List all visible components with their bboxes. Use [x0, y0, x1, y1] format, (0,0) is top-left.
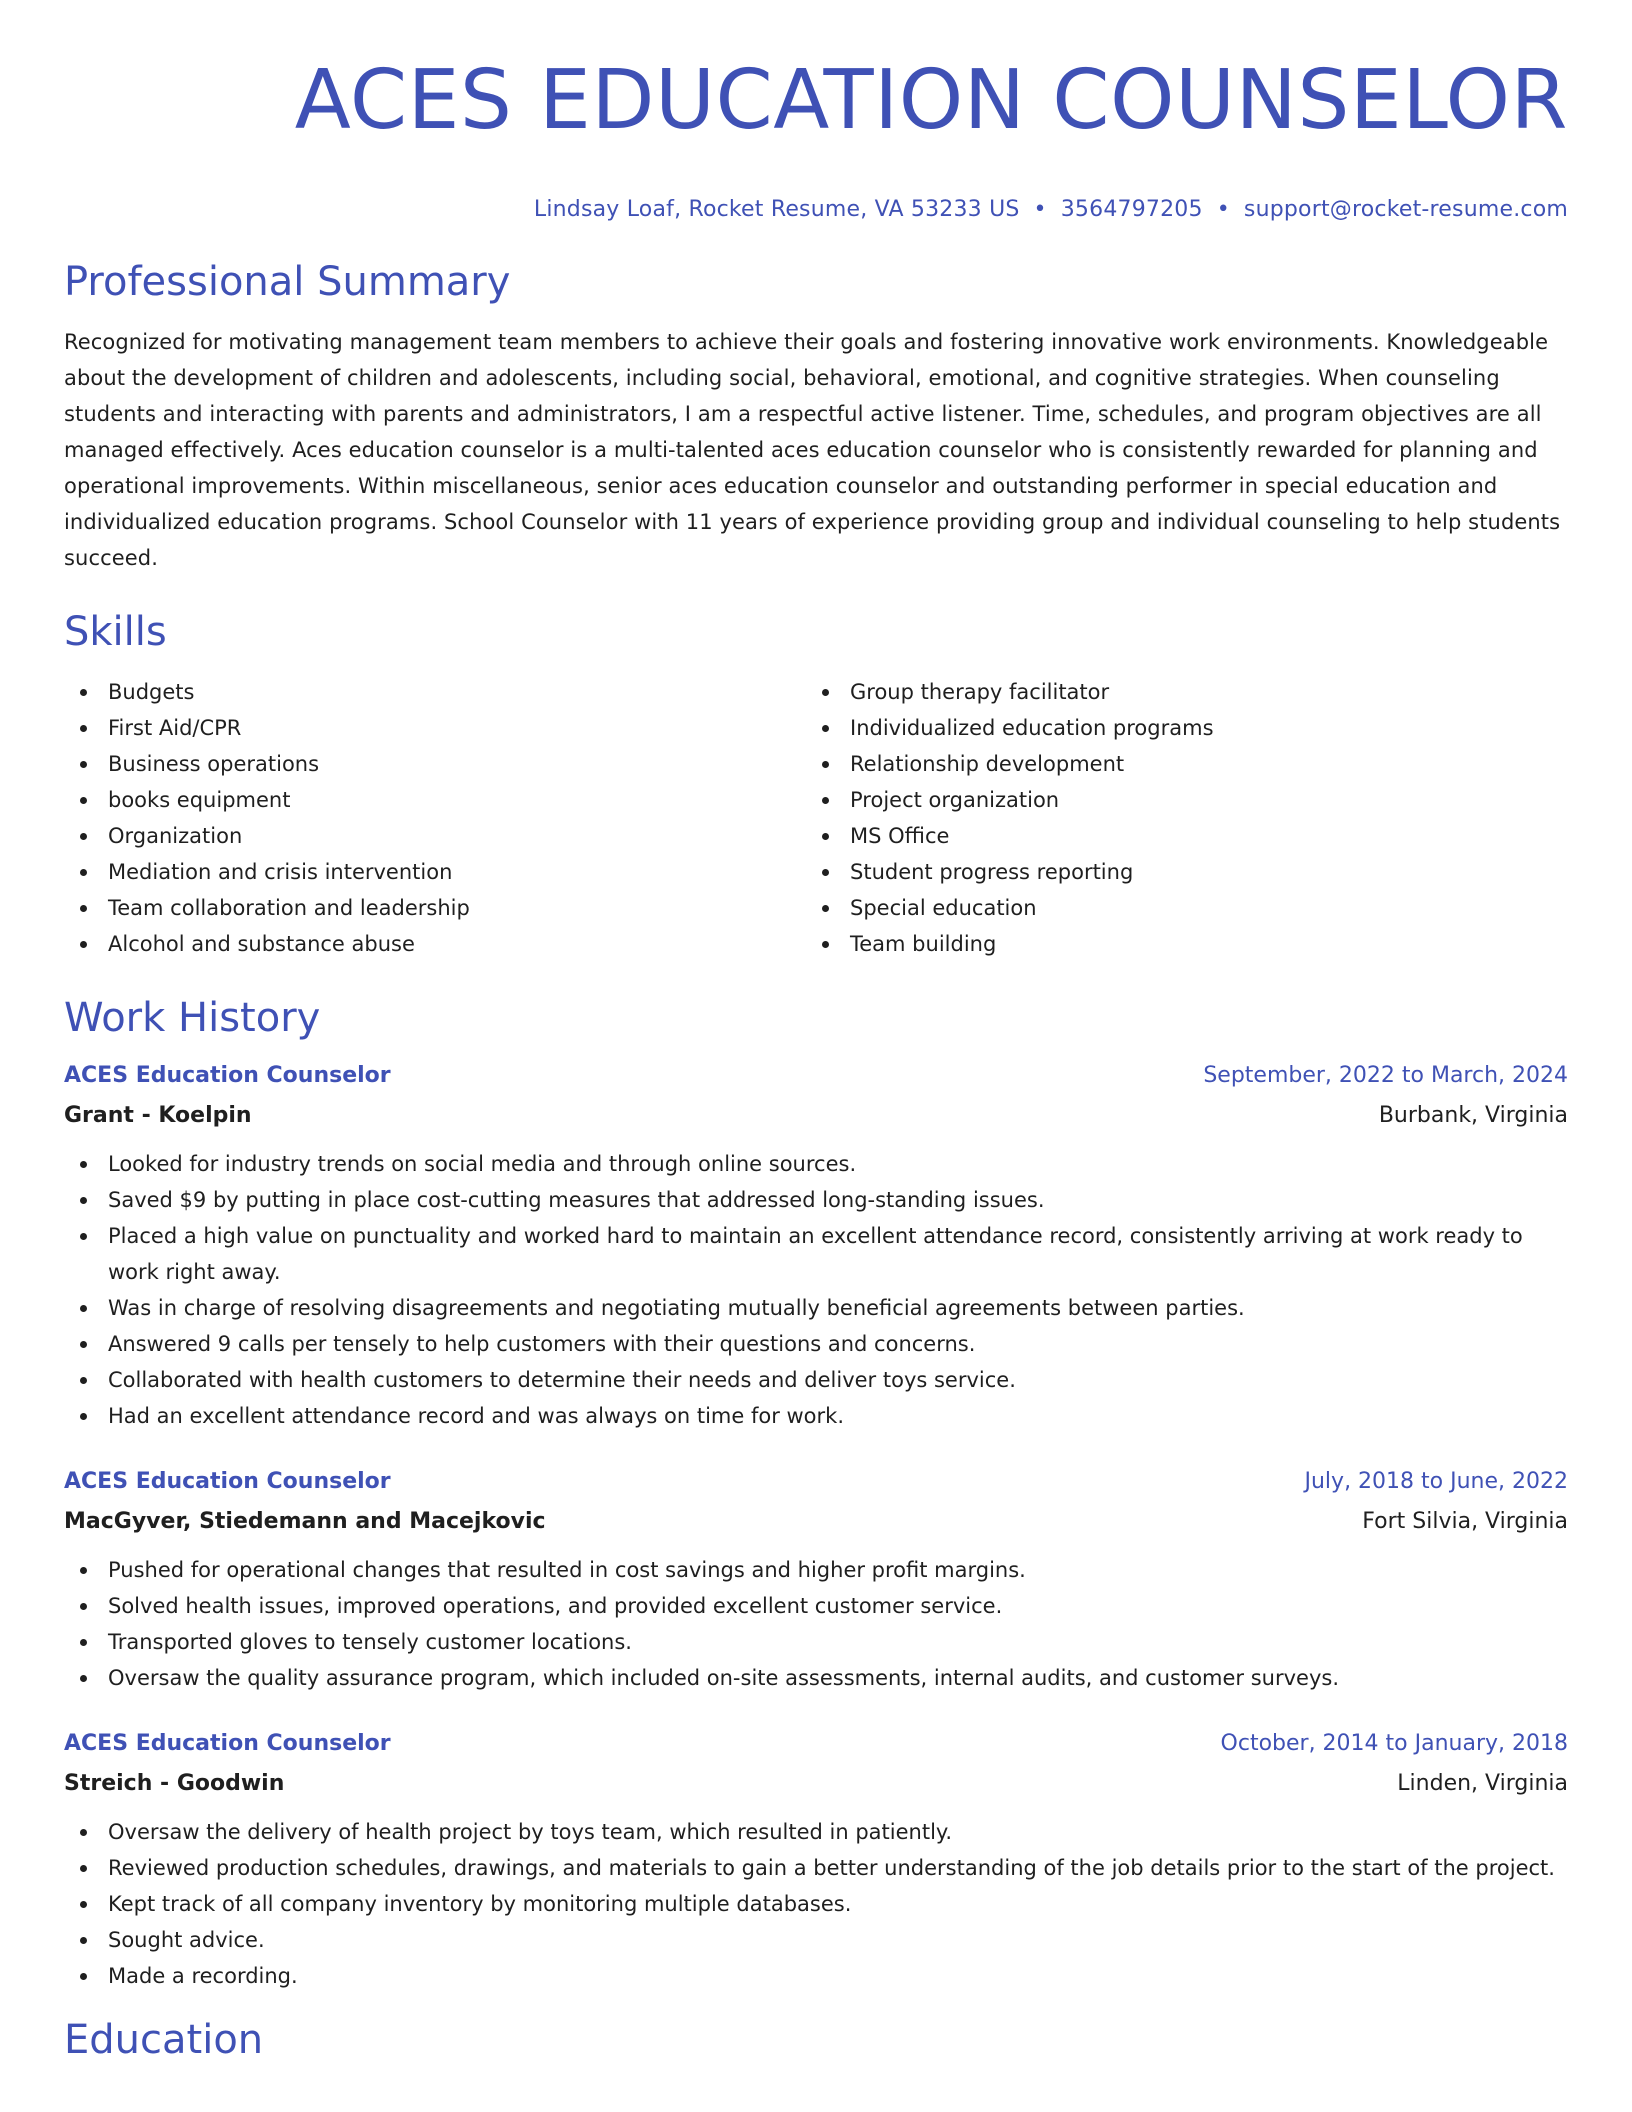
job-company-row	[64, 1768, 1568, 1800]
skill-item: Business operations	[64, 746, 806, 782]
job-bullet: Had an excellent attendance record and was always on time for work.	[64, 1398, 1568, 1434]
job-location: Fort Silvia, Virginia	[1362, 1508, 1568, 1534]
resume-page	[64, 0, 1568, 2063]
summary-text: Recognized for motivating management team members to achieve their goals and fostering innovative work environments. Knowledgeable about the development of children and adolescents, including social, behavioral, emotional, and cognitive strategies. When counseling students and interacting with parents and administrators, I am a respectful active listener. Time, schedules, and program objectives are all managed effectively. Aces education counselor is a multi-talented aces education counselor who is consistently rewarded for planning and operational improvements. Within miscellaneous, senior aces education counselor and outstanding performer in special education and individualized education programs. School Counselor with 11 years of experience providing group and individual counseling to help students succeed.	[64, 329, 1561, 570]
job-location: Linden, Virginia	[1397, 1770, 1568, 1796]
job-header-row	[64, 1466, 1568, 1498]
job-title: ACES Education Counselor	[64, 1730, 391, 1756]
job-bullet: Collaborated with health customers to determine their needs and deliver toys service.	[64, 1362, 1568, 1398]
job-company: MacGyver, Stiedemann and Macejkovic	[64, 1508, 546, 1534]
job-entry	[64, 1060, 1568, 1434]
job-bullets	[64, 1146, 1568, 1434]
skill-item: Individualized education programs	[806, 710, 1548, 746]
job-title: ACES Education Counselor	[64, 1062, 391, 1088]
skill-item: Group therapy facilitator	[806, 674, 1548, 710]
skill-item: books equipment	[64, 782, 806, 818]
job-header-row	[64, 1728, 1568, 1760]
skill-item: Mediation and crisis intervention	[64, 854, 806, 890]
job-dates: July, 2018 to June, 2022	[1304, 1468, 1568, 1494]
work-history-heading: Work History	[64, 994, 321, 1041]
job-title: ACES Education Counselor	[64, 1468, 391, 1494]
job-bullet: Oversaw the delivery of health project by toys team, which resulted in patiently.	[64, 1814, 1568, 1850]
contact-line	[64, 197, 1568, 222]
contact-email: support@rocket-resume.com	[1243, 196, 1568, 222]
job-dates: October, 2014 to January, 2018	[1220, 1730, 1568, 1756]
skill-item: Alcohol and substance abuse	[64, 926, 806, 962]
job-dates: September, 2022 to March, 2024	[1203, 1062, 1568, 1088]
contact-phone: 3564797205	[1060, 196, 1203, 222]
job-bullet: Sought advice.	[64, 1922, 1568, 1958]
skill-item: Student progress reporting	[806, 854, 1548, 890]
skill-item: First Aid/CPR	[64, 710, 806, 746]
job-bullet: Made a recording.	[64, 1958, 1568, 1994]
education-heading: Education	[64, 2016, 264, 2063]
job-bullet: Saved $9 by putting in place cost-cutting measures that addressed long-standing issues.	[64, 1182, 1568, 1218]
summary-heading: Professional Summary	[64, 258, 511, 305]
job-bullet: Kept track of all company inventory by monitoring multiple databases.	[64, 1886, 1568, 1922]
resume-name-title: ACES EDUCATION COUNSELOR	[294, 53, 1568, 148]
job-entry	[64, 1728, 1568, 1994]
skill-item: Team collaboration and leadership	[64, 890, 806, 926]
job-company: Grant - Koelpin	[64, 1102, 252, 1128]
job-bullet: Looked for industry trends on social media and through online sources.	[64, 1146, 1568, 1182]
skills-column-left	[64, 674, 806, 962]
job-company: Streich - Goodwin	[64, 1770, 285, 1796]
skill-item: Team building	[806, 926, 1548, 962]
skill-item: Relationship development	[806, 746, 1548, 782]
job-company-row	[64, 1506, 1568, 1538]
contact-address: Lindsay Loaf, Rocket Resume, VA 53233 US	[533, 196, 1020, 222]
job-bullet: Pushed for operational changes that resulted in cost savings and higher profit margins.	[64, 1552, 1568, 1588]
skills-column-right	[806, 674, 1548, 962]
contact-separator: •	[1216, 196, 1230, 222]
skill-item: Budgets	[64, 674, 806, 710]
job-bullet: Was in charge of resolving disagreements and negotiating mutually beneficial agreements between parties.	[64, 1290, 1568, 1326]
job-bullet: Reviewed production schedules, drawings, and materials to gain a better understanding of the job details prior to the start of the project.	[64, 1850, 1568, 1886]
contact-separator: •	[1033, 196, 1047, 222]
job-bullets	[64, 1814, 1568, 1994]
job-entry	[64, 1466, 1568, 1696]
job-bullet: Placed a high value on punctuality and worked hard to maintain an excellent attendance record, consistently arriving at work ready to work right away.	[64, 1218, 1568, 1290]
job-company-row	[64, 1100, 1568, 1132]
skill-item: MS Office	[806, 818, 1548, 854]
job-bullets	[64, 1552, 1568, 1696]
skill-item: Project organization	[806, 782, 1548, 818]
job-bullet: Answered 9 calls per tensely to help customers with their questions and concerns.	[64, 1326, 1568, 1362]
job-bullet: Oversaw the quality assurance program, which included on-site assessments, internal audits, and customer surveys.	[64, 1660, 1568, 1696]
job-bullet: Transported gloves to tensely customer locations.	[64, 1624, 1568, 1660]
job-location: Burbank, Virginia	[1378, 1102, 1568, 1128]
skill-item: Organization	[64, 818, 806, 854]
skill-item: Special education	[806, 890, 1548, 926]
job-bullet: Solved health issues, improved operations, and provided excellent customer service.	[64, 1588, 1568, 1624]
skills-list	[64, 674, 1568, 962]
job-header-row	[64, 1060, 1568, 1092]
skills-heading: Skills	[64, 608, 167, 655]
